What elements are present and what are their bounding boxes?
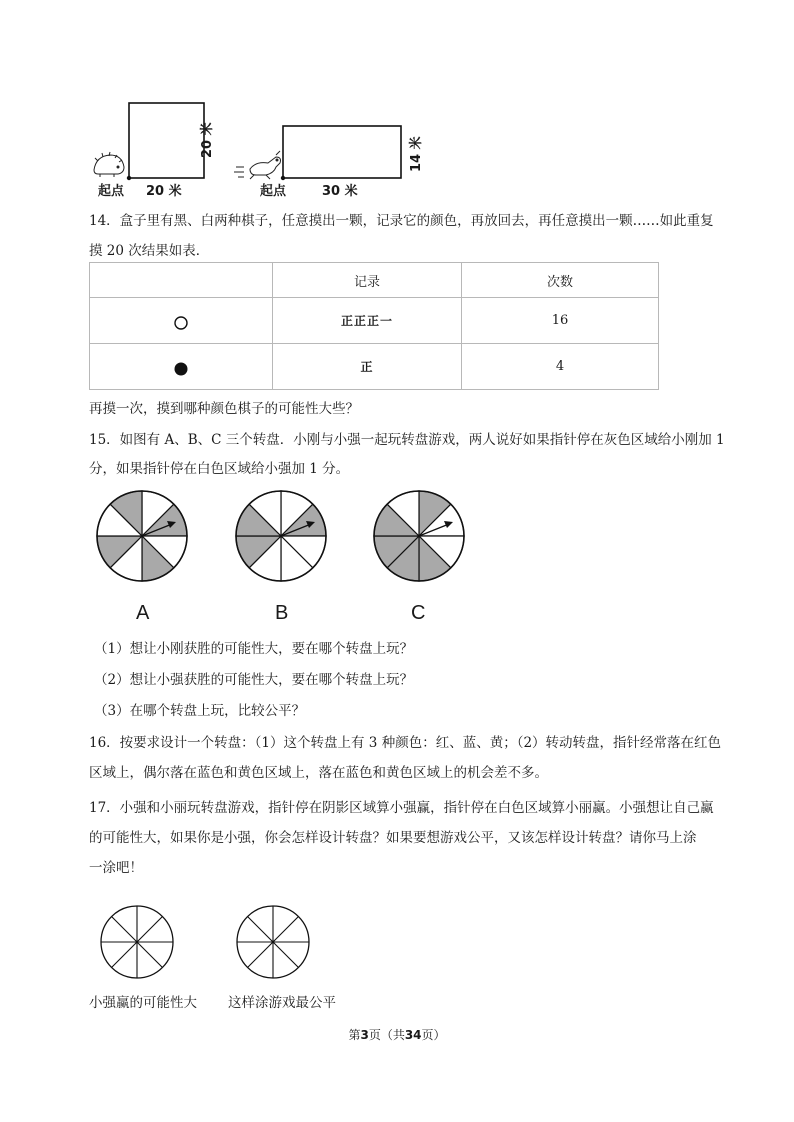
start-label-left: 起点 [98, 184, 125, 199]
table-cell [90, 298, 273, 344]
q15-sub2: （2）想让小强获胜的可能性大，要在哪个转盘上玩？ [94, 672, 414, 688]
q17-caption1: 小强赢的可能性大 [89, 995, 197, 1011]
wheel-label-a: A [136, 602, 150, 624]
wheel-label-c: C [411, 602, 426, 624]
tally-table [89, 262, 659, 390]
square-field [129, 103, 204, 178]
width-label-right: 30 米 [322, 184, 358, 199]
start-dot [127, 176, 131, 180]
q16-line2: 区域上，偶尔落在蓝色和黄色区域上，落在蓝色和黄色区域上的机会差不多。 [89, 765, 548, 781]
page-number: 3 [360, 1028, 369, 1042]
q16-line1: 16．按要求设计一个转盘：（1）这个转盘上有 3 种颜色：红、蓝、黄；（2）转动转盘，指针经常落在红色 [89, 735, 722, 751]
q17-line1: 17．小强和小丽玩转盘游戏，指针停在阴影区域算小强赢，指针停在白色区域算小丽赢。小强想让自己赢 [89, 800, 714, 816]
q17-caption2: 这样涂游戏最公平 [228, 995, 336, 1011]
table-header-cell [90, 263, 273, 298]
q17-line2: 的可能性大，如果你是小强，你会怎样设计转盘？如果要想游戏公平，又该怎样设计转盘？请你马上涂 [89, 830, 697, 846]
table-header-row [90, 263, 659, 298]
width-label-left: 20 米 [146, 184, 182, 199]
q14-line1: 14．盒子里有黑、白两种棋子，任意摸出一颗，记录它的颜色，再放回去，再任意摸出一颗……如此重复 [89, 213, 714, 229]
page-footer [0, 1026, 794, 1043]
table-cell [273, 298, 462, 344]
hedgehog-icon [94, 152, 124, 177]
tally-marks: 正正正一 [340, 314, 393, 328]
table-header-cell: 记录 [273, 263, 462, 298]
q14-question: 再摸一次，摸到哪种颜色棋子的可能性大些？ [89, 401, 359, 417]
blank-wheels [100, 905, 340, 985]
total-pages: 34 [404, 1028, 422, 1042]
running-dog-icon [234, 151, 281, 179]
start-label-right: 起点 [260, 184, 287, 199]
table-cell [90, 344, 273, 390]
table-cell [273, 344, 462, 390]
table-row [90, 344, 659, 390]
q14-line2: 摸 20 次结果如表． [89, 243, 210, 259]
q15-sub1: （1）想让小刚获胜的可能性大，要在哪个转盘上玩？ [94, 641, 414, 657]
field-diagram [80, 95, 430, 200]
black-piece-icon [173, 361, 189, 377]
footer-suffix: 页） [421, 1028, 446, 1042]
height-label-left: 20 米 [200, 122, 215, 158]
table-row [90, 298, 659, 344]
height-label-right: 14 米 [409, 136, 424, 172]
q15-sub3: （3）在哪个转盘上玩，比较公平？ [94, 703, 306, 719]
q15-line2: 分，如果指针停在白色区域给小强加 1 分。 [89, 461, 350, 477]
table-cell: 4 [462, 344, 659, 390]
tally-marks: 正 [360, 360, 374, 374]
white-piece-icon [173, 315, 189, 331]
table-header-cell: 次数 [462, 263, 659, 298]
wheel-label-b: B [275, 602, 289, 624]
footer-mid: 页（共 [368, 1028, 405, 1042]
q15-line1: 15．如图有 A、B、C 三个转盘．小刚与小强一起玩转盘游戏，两人说好如果指针停在灰色区域给小刚加 1 [89, 432, 725, 448]
q17-line3: 一涂吧！ [89, 860, 143, 876]
footer-prefix: 第 [348, 1028, 361, 1042]
rectangle-field [283, 126, 401, 178]
table-cell: 16 [462, 298, 659, 344]
